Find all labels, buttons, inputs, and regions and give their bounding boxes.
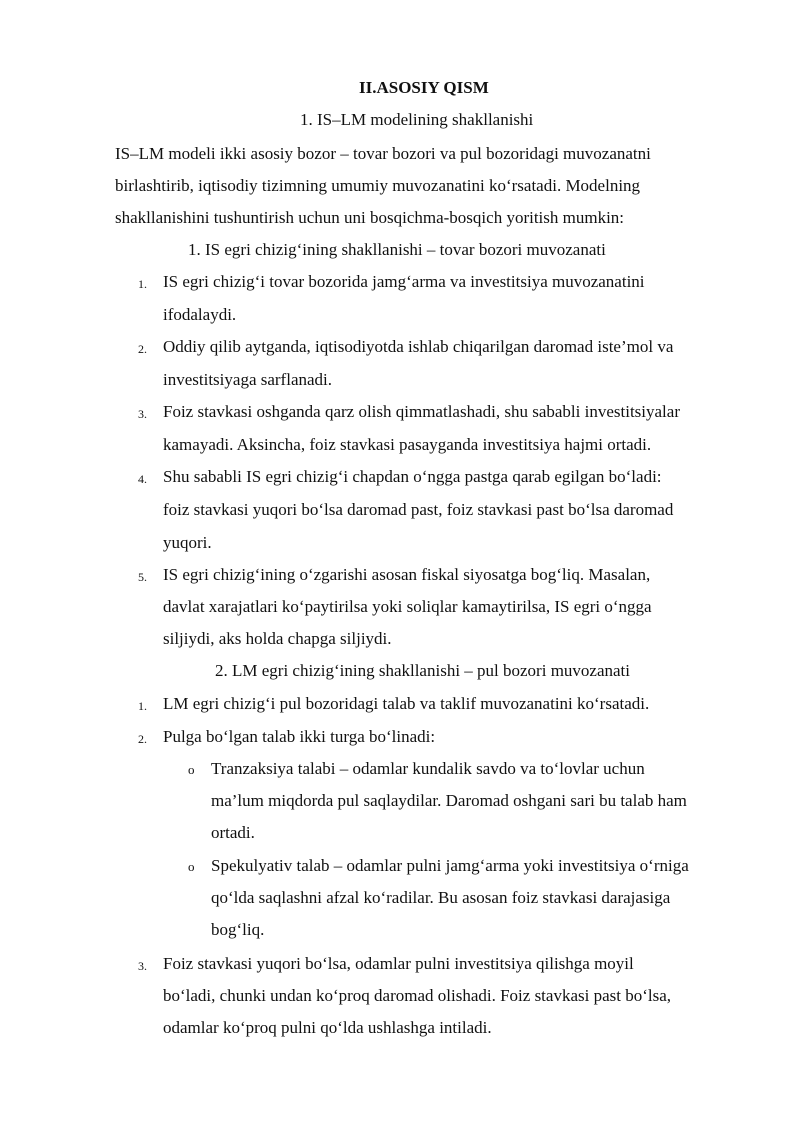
list-number: 4. (138, 472, 147, 486)
list-number: 2. (138, 732, 147, 746)
intro-line: IS–LM modeli ikki asosiy bozor – tovar bozori va pul bozoridagi muvozanatni (115, 144, 651, 163)
list-item-line: IS egri chizig‘i tovar bozorida jamg‘arma va investitsiya muvozanatini (163, 272, 645, 291)
list-item-line: IS egri chizig‘ining o‘zgarishi asosan fiskal siyosatga bog‘liq. Masalan, (163, 565, 651, 584)
list-item-line: bo‘ladi, chunki undan ko‘proq daromad olishadi. Foiz stavkasi past bo‘lsa, (163, 986, 672, 1005)
list-number: 2. (138, 342, 147, 356)
list-item-line: siljiydi, aks holda chapga siljiydi. (163, 629, 392, 648)
bullet-item-line: ma’lum miqdorda pul saqlaydilar. Daromad oshgani sari bu talab ham (211, 791, 687, 810)
bullet-item-line: qo‘lda saqlashni afzal ko‘radilar. Bu asosan foiz stavkasi darajasiga (211, 888, 671, 907)
bullet-item-line: Spekulyativ talab – odamlar pulni jamg‘arma yoki investitsiya o‘rniga (211, 856, 689, 875)
list-number: 1. (138, 277, 147, 291)
list-item-line: investitsiyaga sarflanadi. (163, 370, 333, 389)
list-number: 5. (138, 570, 147, 584)
page-subtitle: 1. IS–LM modelining shakllanishi (300, 110, 534, 129)
list-item-line: Shu sababli IS egri chizig‘i chapdan o‘ngga pastga qarab egilgan bo‘ladi: (163, 467, 662, 486)
list-item-line: ifodalaydi. (163, 305, 237, 324)
list-number: 3. (138, 959, 147, 973)
list-item-line: Foiz stavkasi yuqori bo‘lsa, odamlar pulni investitsiya qilishga moyil (163, 954, 634, 973)
bullet-icon: o (188, 859, 195, 874)
section2-heading: 2. LM egri chizig‘ining shakllanishi – pul bozori muvozanati (215, 661, 630, 680)
intro-line: birlashtirib, iqtisodiy tizimning umumiy muvozanatini ko‘rsatadi. Modelning (115, 176, 641, 195)
list-item-line: Pulga bo‘lgan talab ikki turga bo‘linadi: (163, 727, 436, 746)
list-item-line: foiz stavkasi yuqori bo‘lsa daromad past, foiz stavkasi past bo‘lsa daromad (163, 500, 674, 519)
list-item-line: kamayadi. Aksincha, foiz stavkasi pasayganda investitsiya hajmi ortadi. (163, 435, 652, 454)
list-item-line: Oddiy qilib aytganda, iqtisodiyotda ishlab chiqarilgan daromad iste’mol va (163, 337, 674, 356)
bullet-item-line: ortadi. (211, 823, 255, 842)
list-item-line: odamlar ko‘proq pulni qo‘lda ushlashga intiladi. (163, 1018, 492, 1037)
list-number: 3. (138, 407, 147, 421)
list-item-line: LM egri chizig‘i pul bozoridagi talab va taklif muvozanatini ko‘rsatadi. (163, 694, 650, 713)
list-item-line: yuqori. (163, 533, 212, 552)
list-item-line: Foiz stavkasi oshganda qarz olish qimmatlashadi, shu sababli investitsiyalar (163, 402, 680, 421)
bullet-item-line: bog‘liq. (211, 920, 265, 939)
bullet-icon: o (188, 762, 195, 777)
list-item-line: davlat xarajatlari ko‘paytirilsa yoki soliqlar kamaytirilsa, IS egri o‘ngga (163, 597, 652, 616)
page-title: II.ASOSIY QISM (359, 78, 489, 97)
section1-heading: 1. IS egri chizig‘ining shakllanishi – tovar bozori muvozanati (188, 240, 606, 259)
intro-line: shakllanishini tushuntirish uchun uni bosqichma-bosqich yoritish mumkin: (115, 208, 625, 227)
bullet-item-line: Tranzaksiya talabi – odamlar kundalik savdo va to‘lovlar uchun (211, 759, 645, 778)
list-number: 1. (138, 699, 147, 713)
